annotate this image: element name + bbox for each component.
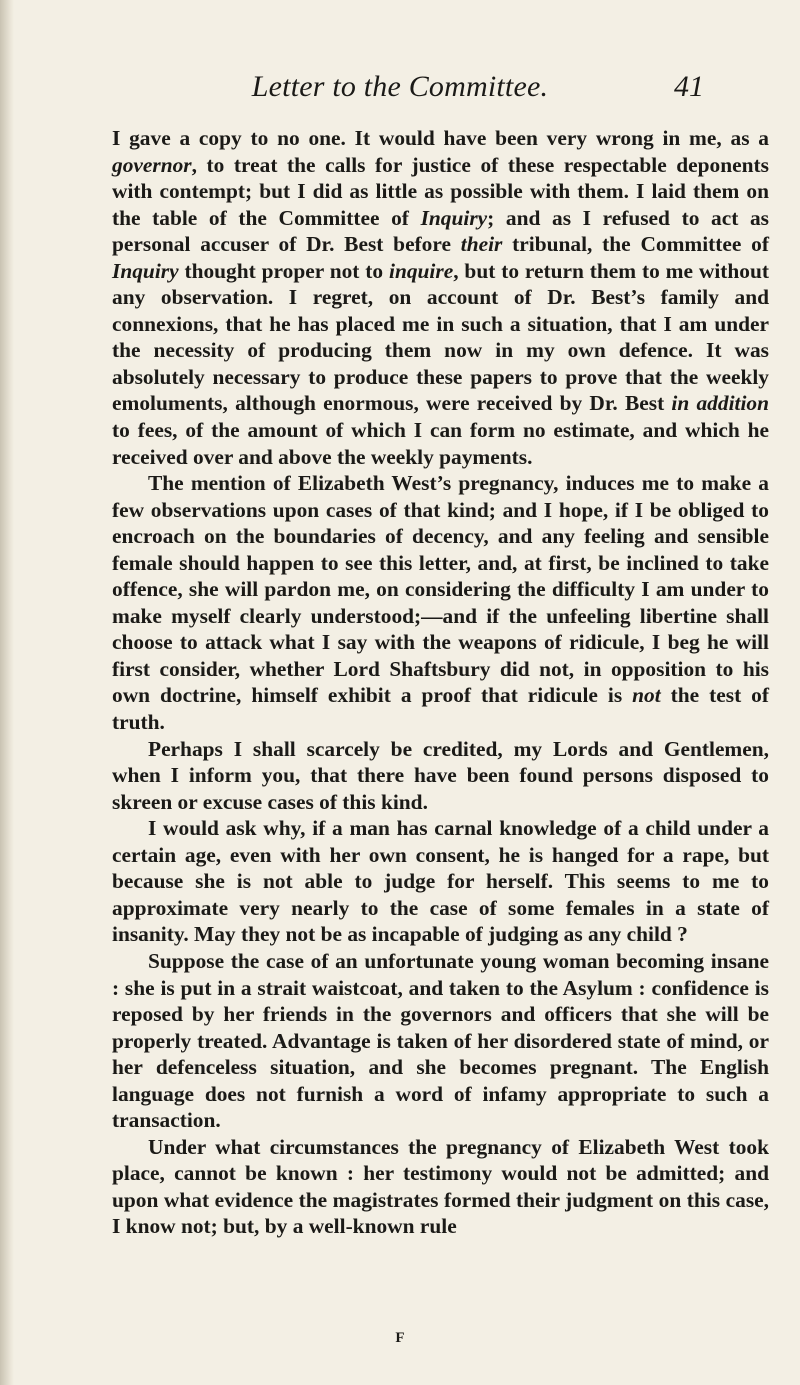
paragraph: [112, 815, 769, 948]
italic-text: not: [632, 683, 661, 708]
text-run: ; and as I refused to act as personal accuser of Dr. Best before: [112, 205, 769, 257]
italic-text: their: [460, 232, 503, 257]
text-run: Suppose the case of an unfortunate young woman becoming insane : she is put in a strait waistcoat, and taken to the Asylum : confidence is reposed by her friends in the governors and officers that she will be properly treated. Advantage is taken of her disordered state of mind, or her defenceless situation, and she becomes pregnant. The English language does not furnish a word of infamy appropriate to such a transaction.: [112, 948, 769, 1133]
paragraph: [112, 948, 769, 1134]
paragraph: [112, 1134, 769, 1240]
running-head: Letter to the Committee.: [251, 70, 549, 103]
paragraph: [112, 736, 769, 816]
text-run: Under what circumstances the pregnancy of Elizabeth West took place, cannot be known : her testimony would not be admitted; and upon what evidence the magistrates formed their judgment on this case, I know not; but, by a well-known rule: [112, 1134, 769, 1239]
italic-text: Inquiry: [420, 205, 488, 230]
text-run: , but to return them to me without any observation. I regret, on account of Dr. Best’s family and connexions, that he has placed me in such a situation, that I am under the necessity of producing them now in my own defence. It was absolutely necessary to produce these papers to prove that the weekly emoluments, although enormous, were received by Dr. Best: [112, 258, 769, 416]
paragraph: [112, 125, 769, 470]
italic-text: inquire: [389, 258, 454, 283]
text-run: to fees, of the amount of which I can form no estimate, and which he received over and above the weekly payments.: [112, 418, 769, 469]
body-text: [112, 125, 769, 1240]
text-run: the test of truth.: [112, 683, 769, 735]
text-run: The mention of Elizabeth West’s pregnancy, induces me to make a few observations upon cases of that kind; and I hope, if I be obliged to encroach on the boundaries of decency, and any feeling and sensible female should happen to see this letter, and, at first, be inclined to take offence, she will pardon me, on considering the difficulty I am under to make myself clearly understood;—and if the unfeeling libertine shall choose to attack what I say with the weapons of ridicule, I beg he will first consider, whether Lord Shaftsbury did not, in opposition to his own doctrine, himself exhibit a proof that ridicule is: [112, 471, 769, 708]
text-run: I would ask why, if a man has carnal knowledge of a child under a certain age, even with her own consent, he is hanged for a rape, but because she is not able to judge for herself. This seems to me to approximate very nearly to the case of some females in a state of insanity. May they not be as incapable of judging as any child ?: [112, 816, 769, 947]
italic-text: governor: [112, 152, 192, 177]
text-run: Perhaps I shall scarcely be credited, my Lords and Gentlemen, when I inform you, that there have been found persons disposed to skreen or excuse cases of this kind.: [112, 736, 769, 814]
text-run: thought proper not to: [178, 258, 389, 283]
page-header: [0, 70, 800, 110]
italic-text: in addition: [671, 391, 769, 416]
text-run: I gave a copy to no one. It would have been very wrong in me, as a: [112, 126, 769, 150]
paragraph: [112, 470, 769, 735]
text-run: , to treat the calls for justice of these respectable deponents with contempt; but I did as little as possible with them. I laid them on the table of the Committee of: [112, 152, 769, 230]
signature-mark: F: [395, 1330, 405, 1346]
text-run: tribunal, the Committee of: [502, 232, 769, 257]
page-gutter-shadow: [0, 0, 14, 1385]
page-number: 41: [674, 70, 704, 103]
italic-text: Inquiry: [112, 258, 179, 283]
